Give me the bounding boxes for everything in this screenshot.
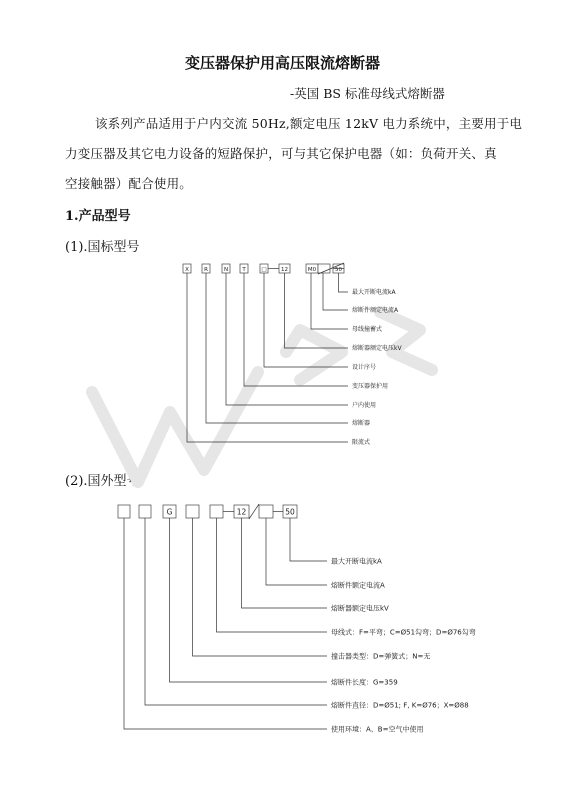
intl-model-label: 最大开断电流kA: [331, 557, 382, 566]
gb-model-connector: [323, 273, 348, 310]
intl-model-connector: [124, 518, 327, 729]
intl-model-box: [139, 505, 151, 518]
intl-model-label: 熔断件长度：G=359: [331, 678, 398, 687]
intl-model-box-text: G: [166, 507, 173, 517]
gb-model-label: 母线撞蓄式: [352, 326, 383, 333]
intl-model-label: 熔断件直径：D=Ø51; F, K=Ø76；X=Ø88: [331, 701, 469, 710]
gb-model-box-text: R: [204, 266, 208, 273]
document-title: 变压器保护用高压限流熔断器: [184, 54, 380, 72]
gb-model-label: 户内使用: [352, 402, 377, 409]
gb-model-label: 最大开断电流kA: [352, 289, 396, 296]
intl-model-connector: [266, 518, 327, 585]
intl-model-box: [118, 505, 130, 518]
gb-model-label: 限流式: [352, 439, 371, 446]
intl-model-connector: [170, 518, 328, 682]
intl-model-box-text: 50: [285, 507, 295, 517]
gb-model-box-text: 12: [281, 266, 288, 273]
subheading-gb-model: (1).国标型号: [65, 240, 140, 255]
gb-model-box-text: X: [185, 266, 189, 273]
intl-model-connector: [290, 518, 327, 561]
intl-model-box: [259, 505, 273, 518]
intl-model-connector: [145, 518, 327, 705]
intl-model-box-text: 12: [236, 507, 247, 517]
gb-model-connector: [339, 273, 349, 292]
gb-model-box-text: 50: [335, 266, 342, 273]
intl-model-label: 熔断器额定电压kV: [331, 604, 389, 613]
intl-model-connector: [217, 518, 328, 632]
gb-model-label: 设计序号: [352, 364, 377, 371]
intl-model-label: 使用环境：A、B=空气中使用: [331, 725, 424, 734]
intro-line-2: 力变压器及其它电力设备的短路保护，可与其它保护电器（如：负荷开关、真: [65, 146, 497, 161]
intro-line-3: 空接触器）配合使用。: [65, 176, 193, 191]
intl-model-label: 撞击器类型：D=弹簧式；N=无: [331, 652, 431, 661]
gb-model-label: 熔断器额定电压kV: [352, 345, 402, 352]
intro-line-1: 该系列产品适用于户内交流 50Hz,额定电压 12kV 电力系统中，主要用于电: [95, 116, 523, 131]
document-subtitle: -英国 BS 标准母线式熔断器: [290, 86, 445, 101]
gb-model-connector: [311, 273, 348, 329]
gb-model-label: 熔断件额定电流A: [352, 307, 399, 314]
gb-model-box-text: N: [223, 266, 229, 273]
gb-model-box-text: □: [261, 266, 267, 273]
intl-model-box: [186, 505, 199, 518]
intl-model-box: [210, 505, 223, 518]
watermark-logo: [92, 312, 432, 482]
gb-model-label: 变压器保护用: [352, 383, 389, 390]
gb-model-box-text: M0: [307, 266, 317, 273]
gb-model-box-text: T: [242, 266, 246, 273]
gb-model-label: 熔断器: [352, 420, 371, 427]
gb-model-diagram: [183, 263, 402, 446]
intl-model-connector: [242, 518, 328, 608]
intl-model-connector: [193, 518, 328, 656]
intl-model-label: 熔断件额定电流A: [331, 581, 385, 590]
subheading-intl-model: (2).国外型号: [65, 474, 140, 489]
intl-model-diagram: [118, 504, 476, 734]
section-heading-product-model: 1.产品型号: [65, 209, 131, 224]
intl-model-label: 母线式：F=平弯；C=Ø51勾弯；D=Ø76勾弯: [331, 628, 476, 637]
